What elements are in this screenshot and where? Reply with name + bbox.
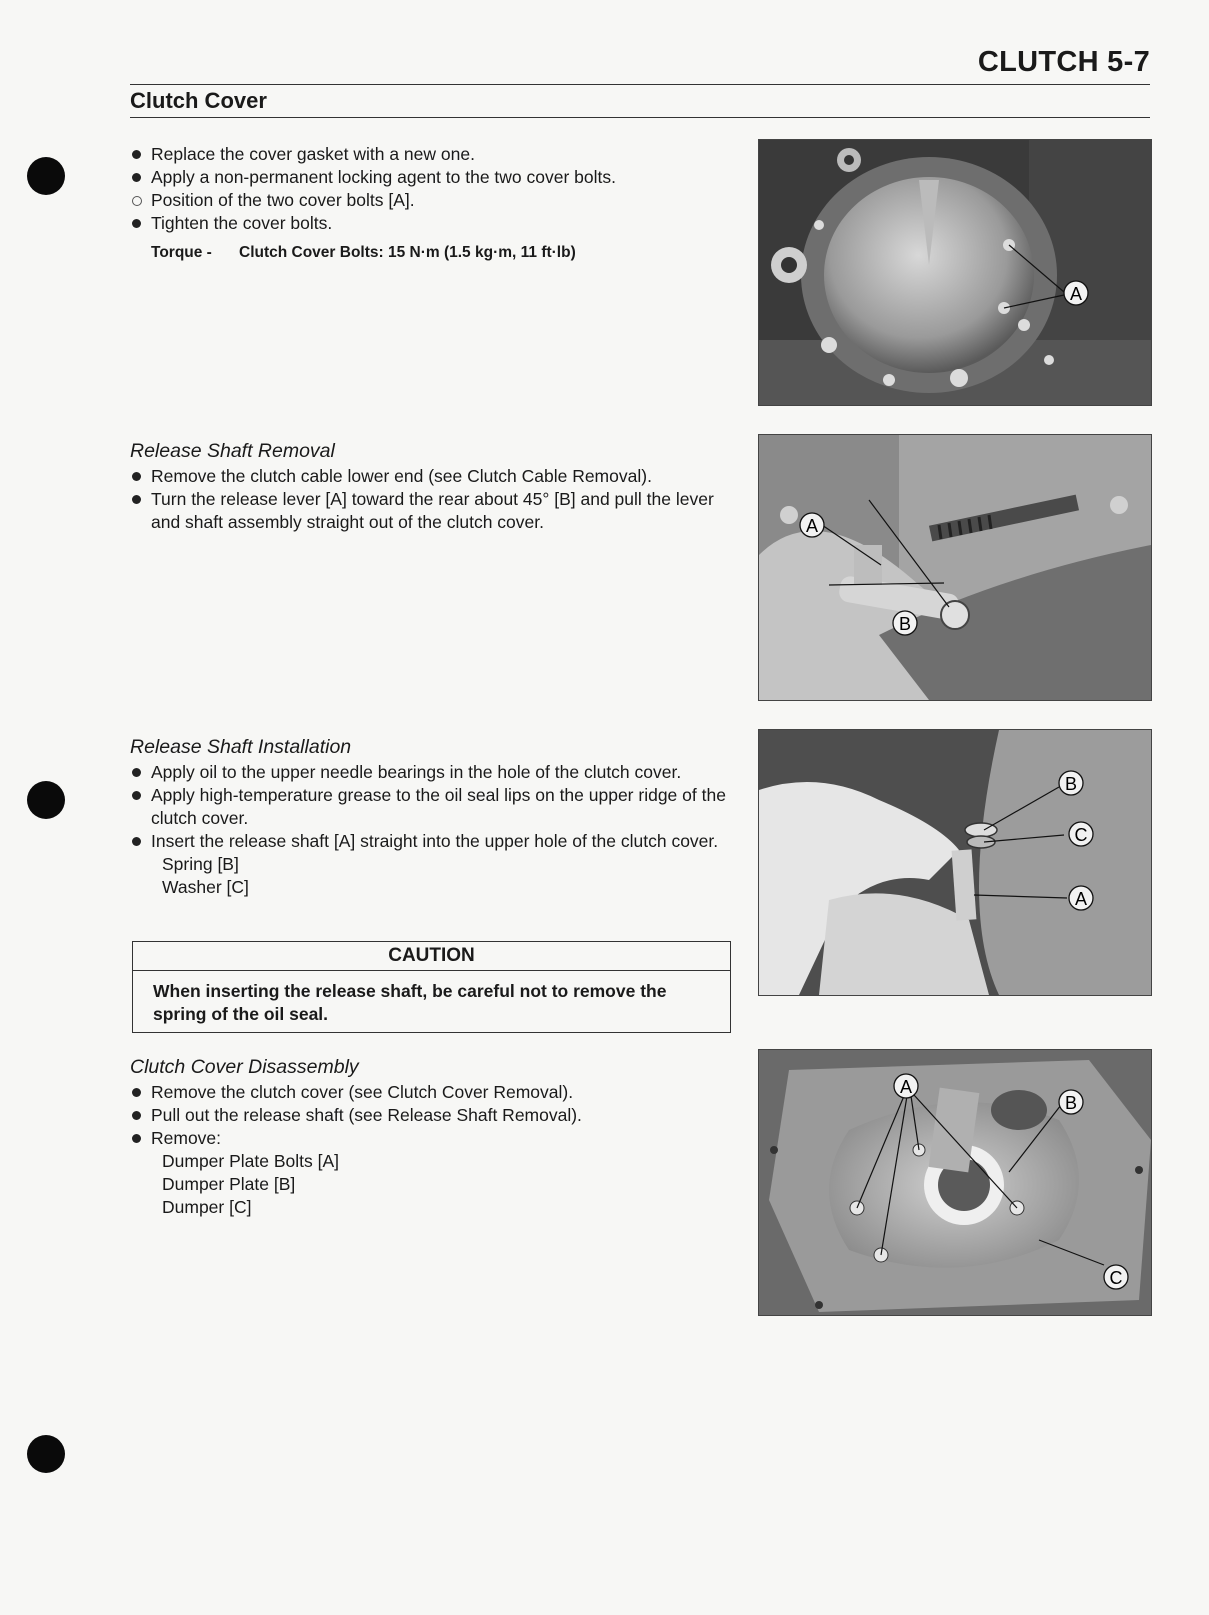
list-item: Tighten the cover bolts. [130, 212, 735, 235]
caution-title: CAUTION [133, 942, 730, 971]
photo-callout-label: A [899, 1077, 913, 1097]
photo-release-lever [758, 434, 1152, 701]
list-item: Position of the two cover bolts [A]. [130, 189, 735, 212]
photo-callout-label: B [1064, 774, 1078, 794]
sub-item: Dumper Plate Bolts [A] [162, 1151, 340, 1171]
installation-section [130, 735, 735, 899]
torque-label: Torque - [151, 244, 212, 261]
section-rule [130, 117, 1150, 118]
photo-callout-label: B [1064, 1093, 1078, 1113]
sub-item: Washer [C] [162, 877, 249, 897]
page-header: CLUTCH 5-7 [977, 46, 1150, 78]
list-item: Pull out the release shaft (see Release Shaft Removal). [130, 1104, 735, 1127]
photo-callout-label: A [1069, 284, 1083, 304]
list-item: Replace the cover gasket with a new one. [130, 143, 735, 166]
photo-release-shaft-insertion [758, 729, 1152, 996]
binder-hole-top [27, 157, 65, 195]
photo-callout-label: B [898, 614, 912, 634]
subsection-title: Release Shaft Removal [130, 440, 335, 462]
torque-value: Clutch Cover Bolts: 15 N·m (1.5 kg·m, 11 ft·lb) [239, 244, 576, 261]
photo-callout-label: C [1074, 825, 1088, 845]
photo-callout-label: C [1109, 1268, 1123, 1288]
list-item: Turn the release lever [A] toward the rear about 45° [B] and pull the lever and shaft assembly straight out of the clutch cover. [130, 488, 735, 534]
header-rule [130, 84, 1150, 85]
caution-box [132, 941, 731, 1033]
list-item: Remove the clutch cable lower end (see Clutch Cable Removal). [130, 465, 735, 488]
list-item: Remove: [130, 1127, 735, 1150]
photo-clutch-cover-bolts [758, 139, 1152, 406]
sub-item: Dumper [C] [162, 1197, 252, 1217]
subsection-title: Release Shaft Installation [130, 736, 352, 758]
list-item: Remove the clutch cover (see Clutch Cover Removal). [130, 1081, 735, 1104]
list-item: Apply oil to the upper needle bearings in the hole of the clutch cover. [130, 761, 735, 784]
sub-item: Spring [B] [162, 854, 239, 874]
torque-spec [130, 241, 735, 264]
section-title: Clutch Cover [130, 88, 267, 113]
photo-callout-label: A [1074, 889, 1088, 909]
sub-item: Dumper Plate [B] [162, 1174, 296, 1194]
binder-hole-bottom [27, 1435, 65, 1473]
list-item: Insert the release shaft [A] straight into the upper hole of the clutch cover. [130, 830, 735, 853]
subsection-title: Clutch Cover Disassembly [130, 1056, 359, 1078]
list-item: Apply a non-permanent locking agent to the two cover bolts. [130, 166, 735, 189]
caution-text: When inserting the release shaft, be careful not to remove the spring of the oil seal. [153, 981, 667, 1024]
cover-install-steps [130, 143, 735, 264]
disassembly-section [130, 1055, 735, 1219]
removal-section [130, 439, 735, 534]
photo-callout-label: A [805, 516, 819, 536]
binder-hole-middle [27, 781, 65, 819]
list-item: Apply high-temperature grease to the oil seal lips on the upper ridge of the clutch cover. [130, 784, 735, 830]
photo-dumper-plate [758, 1049, 1152, 1316]
